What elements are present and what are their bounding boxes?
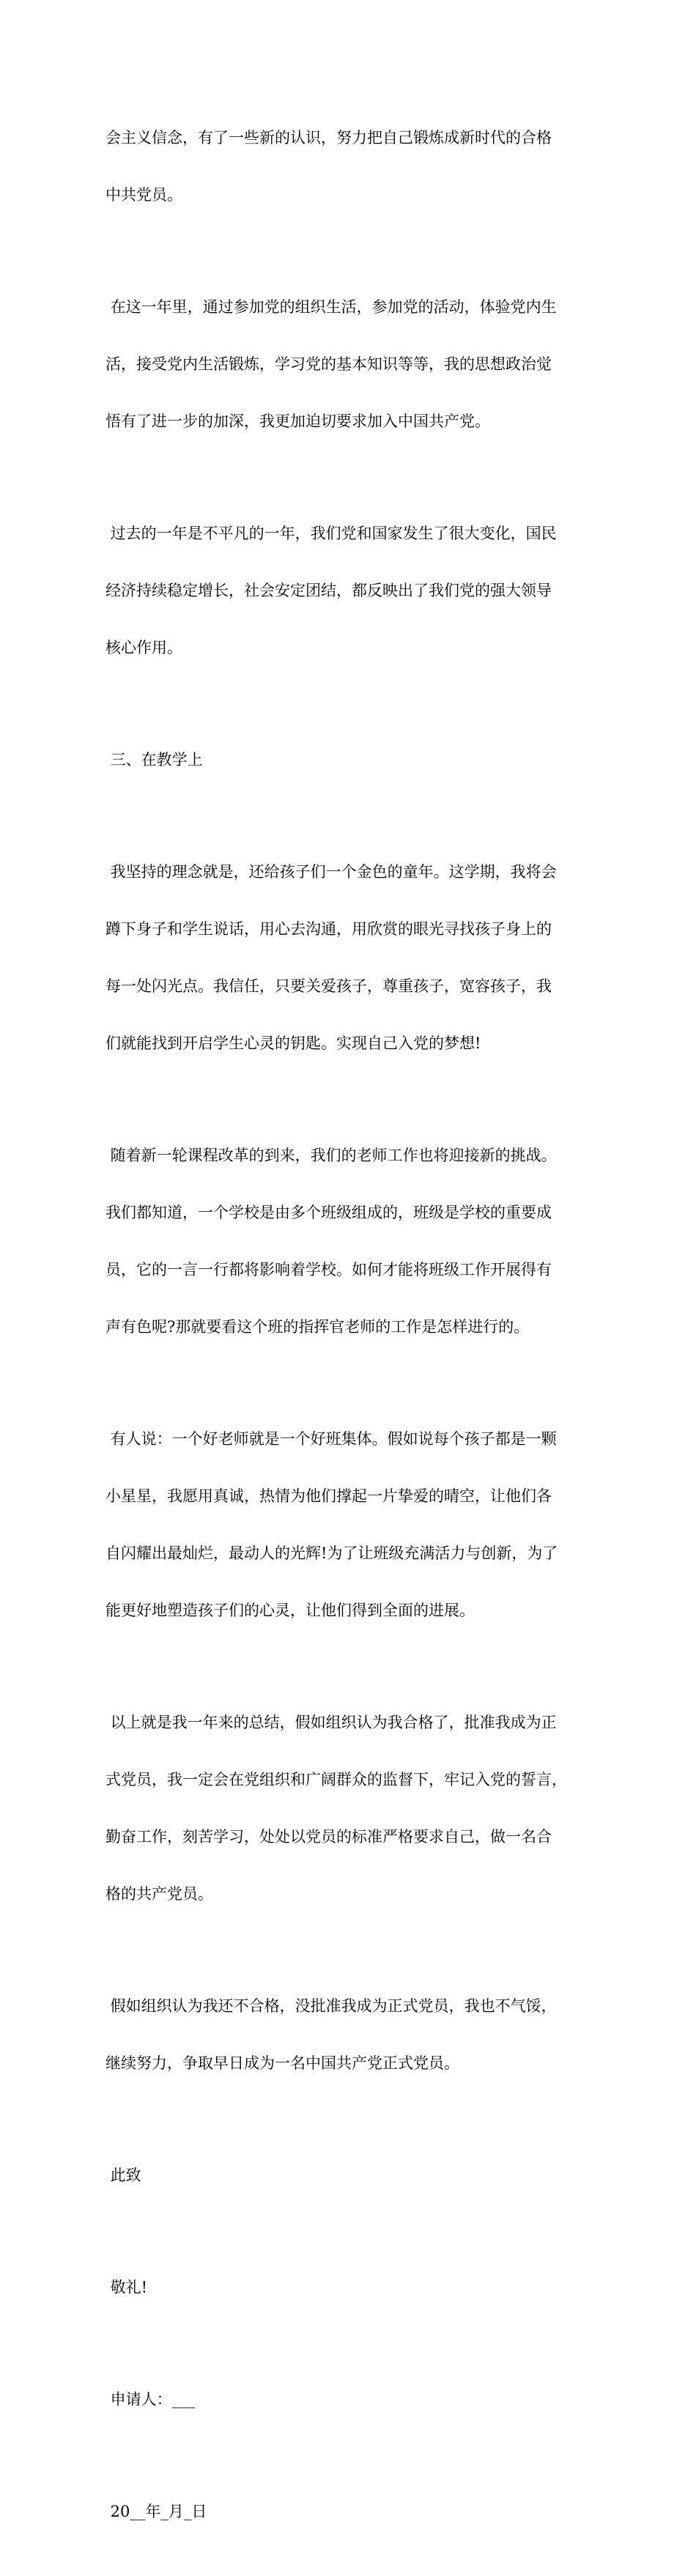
text-line: 每一处闪光点。我信任，只要关爱孩子，尊重孩子，宽容孩子，我 (105, 977, 552, 995)
paragraph-teaching-philosophy (105, 824, 611, 1091)
closing-respect (105, 2240, 611, 2335)
text-line: 中共党员。 (105, 186, 182, 204)
text-line: 式党员，我一定会在党组织和广阔群众的监督下，牢记入党的誓言， (105, 1771, 567, 1788)
text-line: 随着新一轮课程改革的到来，我们的老师工作也将迎接新的挑战。 (105, 1147, 557, 1164)
text-line: 假如组织认为我还不合格，没批准我成为正式党员，我也不气馁， (105, 1997, 557, 2015)
text-line: 活，接受党内生活锻炼，学习党的基本知识等等，我的思想政治觉 (105, 355, 552, 373)
section-heading-teaching (105, 712, 611, 807)
document-page (105, 90, 611, 2576)
text-line: 格的共产党员。 (105, 1885, 213, 1903)
text-line: 能更好地塑造孩子们的心灵，让他们得到全面的进展。 (105, 1602, 475, 1619)
text-line: 核心作用。 (105, 639, 182, 656)
paragraph-intro-continuation (105, 90, 611, 243)
text-line: 蹲下身子和学生说话，用心去沟通，用欣赏的眼光寻找孩子身上的 (105, 920, 552, 938)
text-line: 自闪耀出最灿烂，最动人的光辉!为了让班级充满活力与创新，为了 (105, 1544, 558, 1562)
text-line: 员，它的一言一行都将影响着学校。如何才能将班级工作开展得有 (105, 1261, 552, 1278)
paragraph-if-not-qualified (105, 1958, 611, 2111)
paragraph-party-life (105, 259, 611, 469)
applicant-line: 申请人：___ (105, 2391, 196, 2408)
section-heading: 三、在教学上 (105, 751, 203, 769)
text-line: 我坚持的理念就是，还给孩子们一个金色的童年。这学期，我将会 (105, 863, 557, 881)
paragraph-past-year (105, 486, 611, 695)
text-line: 勤奋工作，刻苦学习，处处以党员的标准严格要求自己，做一名合 (105, 1828, 552, 1846)
text-line: 在这一年里，通过参加党的组织生活，参加党的活动，体验党内生 (105, 298, 557, 316)
text-line: 继续努力，争取早日成为一名中国共产党正式党员。 (105, 2054, 459, 2072)
closing-salutation (105, 2128, 611, 2223)
closing-line: 敬礼! (105, 2279, 148, 2296)
text-line: 过去的一年是不平凡的一年，我们党和国家发生了很大变化，国民 (105, 525, 557, 542)
text-line: 小星星，我愿用真诚，热情为他们撑起一片挚爱的晴空，让他们各 (105, 1487, 552, 1505)
date-text: 20__年_月_日 (105, 2503, 207, 2520)
text-line: 悟有了进一步的加深，我更加迫切要求加入中国共产党。 (105, 412, 490, 430)
text-line: 以上就是我一年来的总结，假如组织认为我合格了，批准我成为正 (105, 1714, 557, 1731)
text-line: 有人说：一个好老师就是一个好班集体。假如说每个孩子都是一颗 (105, 1430, 557, 1448)
paragraph-summary (105, 1675, 611, 1942)
applicant-signature (105, 2352, 611, 2447)
text-line: 们就能找到开启学生心灵的钥匙。实现自己入党的梦想! (105, 1035, 481, 1052)
paragraph-curriculum-reform (105, 1108, 611, 1374)
text-line: 经济持续稳定增长，社会安定团结，都反映出了我们党的强大领导 (105, 582, 552, 599)
closing-line: 此致 (105, 2166, 141, 2184)
date-line (105, 2464, 611, 2559)
text-line: 声有色呢?那就要看这个班的指挥官老师的工作是怎样进行的。 (105, 1318, 530, 1336)
text-line: 我们都知道，一个学校是由多个班级组成的，班级是学校的重要成 (105, 1204, 552, 1221)
text-line: 会主义信念，有了一些新的认识，努力把自己锻炼成新时代的合格 (105, 129, 552, 147)
paragraph-good-teacher (105, 1391, 611, 1658)
